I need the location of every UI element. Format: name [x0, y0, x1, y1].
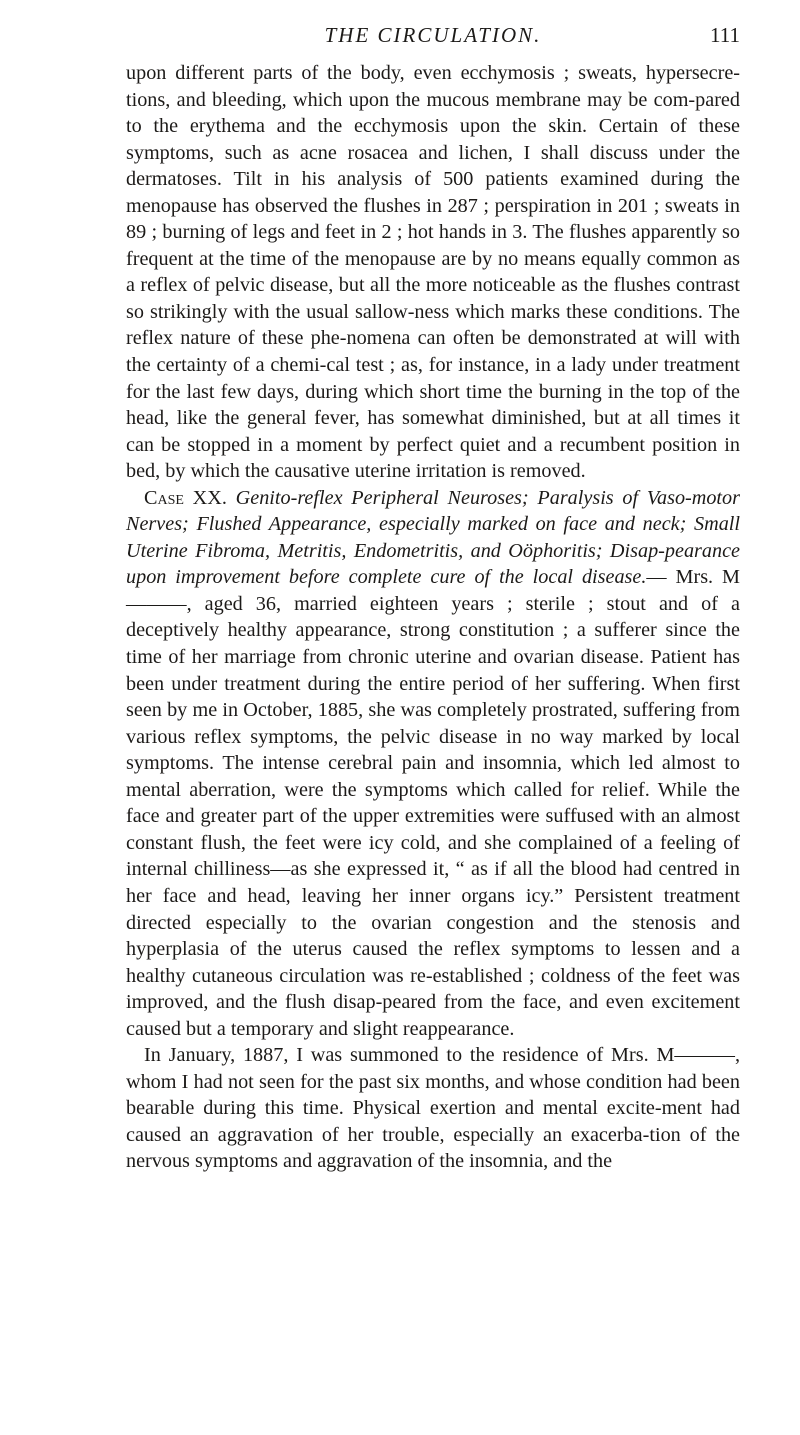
paragraph-menopause-flushes: upon different parts of the body, even ecchymosis ; sweats, hypersecre-tions, and bleeding, which upon the mucous membrane may be com-pared to the erythema and the ecchymosis upon the skin. Certain of these symptoms, such as acne rosacea and lichen, I shall discuss under the dermatoses. Tilt in his analysis of 500 patients examined during the menopause has observed the flushes in 287 ; perspiration in 201 ; sweats in 89 ; burning of legs and feet in 2 ; hot hands in 3. The flushes apparently so frequent at the time of the menopause are by no means equally common as a reflex of pelvic disease, but all the more noticeable as the flushes contrast so strikingly with the usual sallow-ness which marks these conditions. The reflex nature of these phe-nomena can often be demonstrated at will with the certainty of a chemi-cal test ; as, for instance, in a lady under treatment for the last few days, during which short time the burning in the top of the head, like the general fever, has somewhat diminished, but at all times it can be stopped in a moment by perfect quiet and a recumbent position in bed, by which the causative uterine irritation is removed. — [126, 62, 740, 483]
body-text — [126, 60, 740, 1175]
page-number: 111 — [710, 23, 740, 47]
paragraph-case-xx — [126, 485, 740, 1042]
running-head — [126, 20, 740, 50]
case-label: Case XX. — [144, 486, 227, 509]
paragraph-january-1887: In January, 1887, I was summoned to the residence of Mrs. M———, whom I had not seen for the past six months, and whose condition had been bearable during this time. Physical exertion and mental excite-ment had caused an aggravation of her trouble, especially an exacerba-tion of the nervous symptoms and aggravation of the insomnia, and the — [126, 1044, 740, 1173]
case-text: — Mrs. M———, aged 36, married eighteen years ; sterile ; stout and of a deceptively healthy appearance, strong constitution ; a sufferer since the time of her marriage from chronic uterine and ovarian disease. Patient has been under treatment during the entire period of her suffering. When first seen by me in October, 1885, she was completely prostrated, suffering from various reflex symptoms, the pelvic disease in no way marked by local symptoms. The intense cerebral pain and insomnia, which led almost to mental aberration, were the symptoms which called for relief. While the face and greater part of the upper extremities were suffused with an almost constant flush, the feet were icy cold, and she complained of a feeling of internal chilliness—as she expressed it, “ as if all the blood had centred in her face and head, leaving her inner organs icy.” Persistent treatment directed especially to the ovarian congestion and the stenosis and hyperplasia of the uterus caused the reflex symptoms to lessen and a healthy cutaneous circulation was re-established ; coldness of the feet was improved, and the flush disap-peared from the face, and even excitement caused but a temporary and slight reappearance. — [126, 566, 740, 1040]
running-title: THE CIRCULATION. — [324, 23, 542, 47]
case-title: Genito-reflex Peripheral Neuroses; Paralysis of Vaso-motor Nerves; Flushed Appearance, especially marked on face and neck; Small Uterine Fibroma, Metritis, Endometritis, and Oöphoritis; Disap-pearance upon improvement before complete cure of the local disease. — [126, 486, 740, 589]
